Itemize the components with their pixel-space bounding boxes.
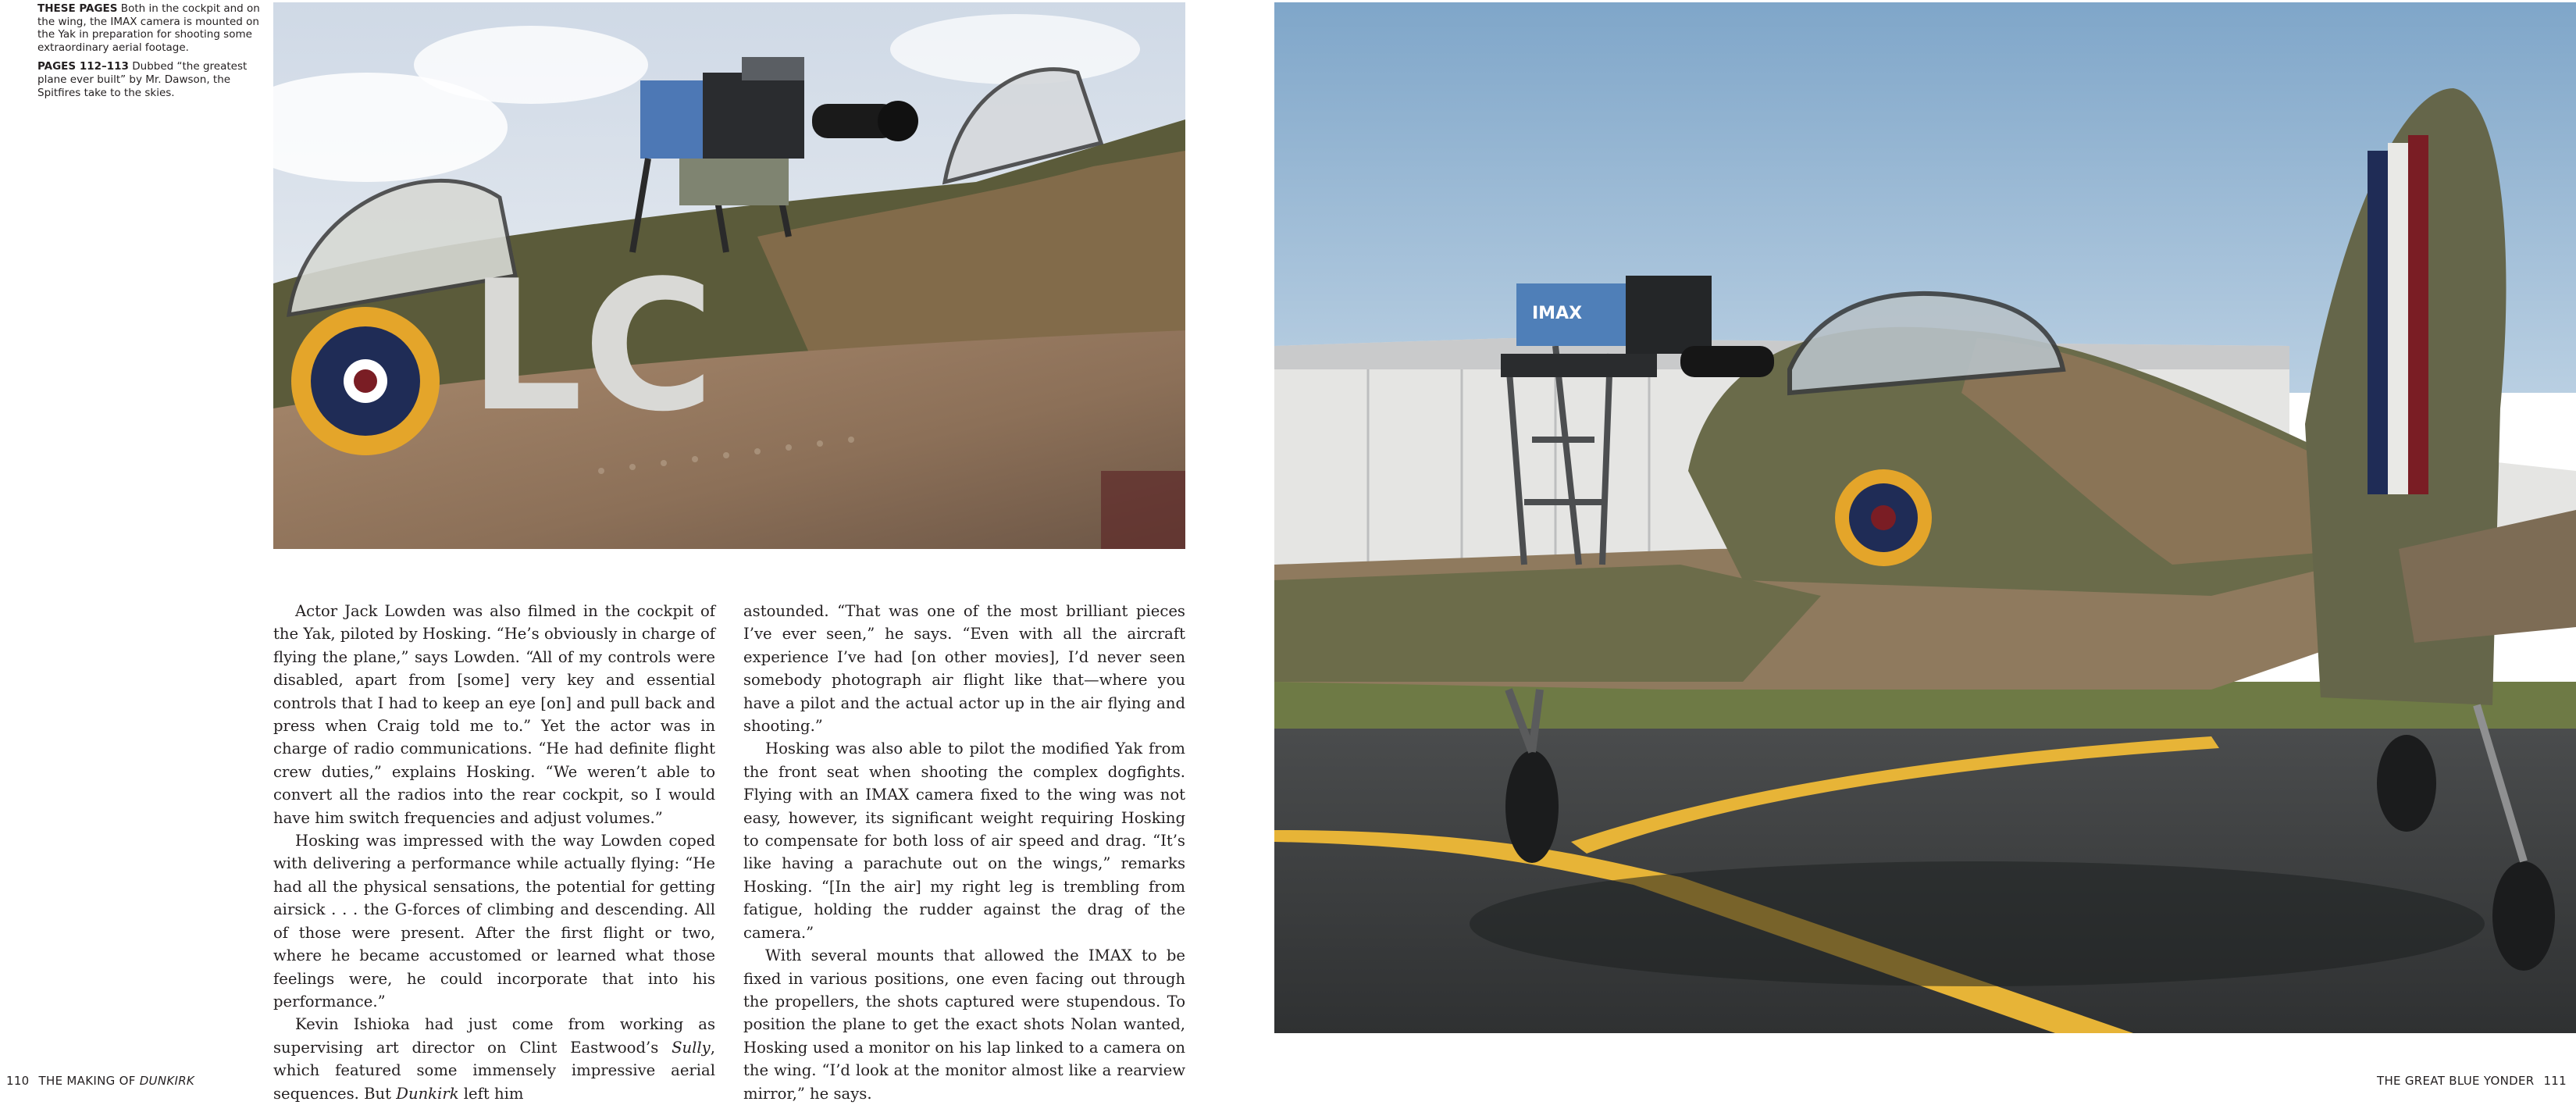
photo-yak-tarmac-illustration (1274, 2, 2576, 1033)
imax-label: IMAX (1532, 304, 1583, 323)
book-title: THE MAKING OF (38, 1074, 140, 1088)
folio-right (2377, 1074, 2567, 1088)
caption-head: THESE PAGES (37, 2, 118, 15)
folio-left (6, 1074, 194, 1088)
text-run: Kevin Ishioka had just come from working as supervising art director on Clint Eastwood’s (273, 1015, 715, 1057)
caption-these-pages (37, 2, 272, 54)
paragraph: Hosking was impressed with the way Lowden coped with delivering a performance while actually flying: “He had all the physical sensations, the potential for getting airsick . . . the G-forces of climbing and descending. All of those were present. After the first flight or two, where he became accustomed or learned what those feelings were, he could incorporate that into his performance.” (273, 832, 715, 1011)
film-title-dunkirk: Dunkirk (396, 1084, 459, 1103)
text-column-left (273, 600, 715, 1105)
paragraph: With several mounts that allowed the IMAX to be fixed in various positions, one even facing out through the propellers, the shots captured were stupendous. To position the plane to get the exact shots Nolan wanted, Hosking used a monitor on his lap linked to a camera on the wing. “I’d look at the monitor almost like a rearview mirror,” he says. (743, 946, 1185, 1103)
caption-body: Dubbed “the greatest plane ever built” by Mr. Dawson, the Spitfires take to the skies. (37, 60, 248, 99)
text-column-right (743, 600, 1185, 1105)
paragraph (273, 1013, 715, 1105)
paragraph: Hosking was also able to pilot the modified Yak from the front seat when shooting the complex dogfights. Flying with an IMAX camera fixed to the wing was not easy, however, its significant weight requiring Hosking to compensate for both loss of air speed and drag. “It’s like having a parachute out on the wings,” remarks Hosking. “[In the air] my right leg is trembling from fatigue, holding the rudder against the drag of the camera.” (743, 740, 1185, 942)
photo-yak-tarmac-imax (1274, 2, 2576, 1033)
photo-yak-cockpit-imax (273, 2, 1185, 549)
book-title-italic: DUNKIRK (139, 1074, 195, 1088)
photo-yak-cockpit-illustration (273, 2, 1185, 549)
paragraph: astounded. “That was one of the most brilliant pieces I’ve ever seen,” he says. “Even with all the aircraft experience I’ve had [on other movies], I’d never seen somebody photograph air flight like that—where you have a pilot and the actual actor up in the air flying and shooting.” (743, 602, 1185, 736)
photo-caption (37, 2, 272, 105)
caption-body: Both in the cockpit and on the wing, the IMAX camera is mounted on the Yak in preparation for shooting some extraordinary aerial footage. (37, 2, 260, 54)
page-number: 110 (6, 1074, 30, 1088)
text-run: , which featured some immensely impressive aerial sequences. But (273, 1038, 715, 1103)
paragraph: Actor Jack Lowden was also filmed in the cockpit of the Yak, piloted by Hosking. “He’s obviously in charge of flying the plane,” says Lowden. “All of my controls were disabled, apart from [some] very key and essential controls that I had to keep an eye [on] and pull back and press when Craig told me to.” Yet the actor was in charge of radio communications. “He had definite flight crew duties,” explains Hosking. “We weren’t able to convert all the radios into the rear cockpit, so I would have him switch frequencies and adjust volumes.” (273, 602, 715, 827)
chapter-title: THE GREAT BLUE YONDER (2376, 1074, 2535, 1088)
page-number: 111 (2543, 1074, 2567, 1088)
caption-head: PAGES 112–113 (37, 60, 129, 73)
caption-pages-112-113 (37, 60, 272, 99)
fuselage-code: LC (469, 243, 715, 451)
film-title-sully: Sully (672, 1038, 711, 1057)
text-run: left him (458, 1084, 524, 1103)
